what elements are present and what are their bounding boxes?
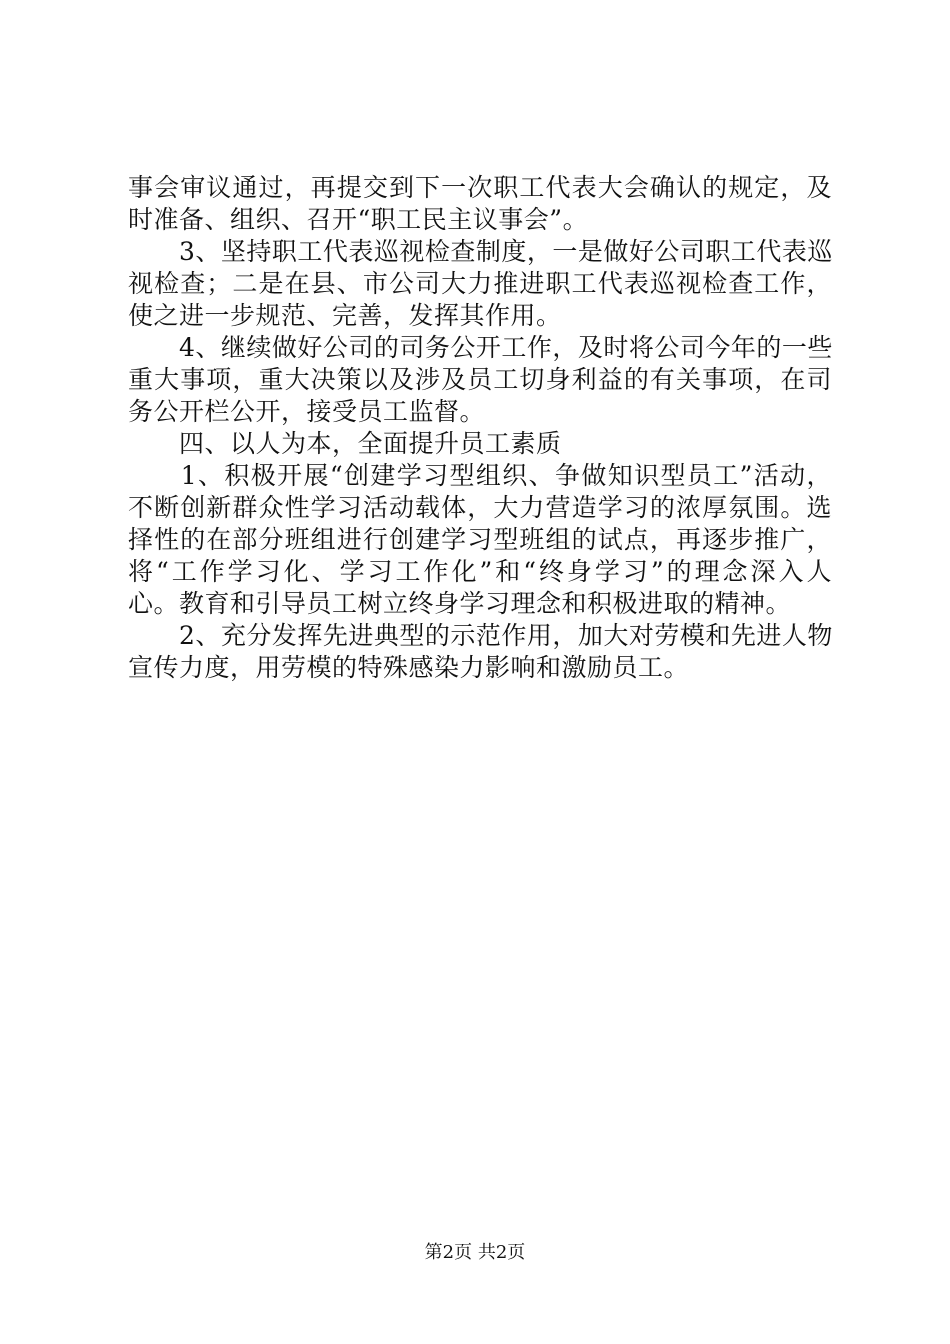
section-heading: 四、以人为本，全面提升员工素质 — [128, 429, 562, 458]
text-line: 1、积极开展“创建学习型组织、争做知识型员工”活动， — [128, 461, 832, 490]
text-line: 3、坚持职工代表巡视检查制度，一是做好公司职工代表巡 — [128, 237, 833, 266]
text-line: 择性的在部分班组进行创建学习型班组的试点，再逐步推广， — [128, 525, 832, 554]
page-number-footer: 第2页 共2页 — [424, 1242, 526, 1263]
text-line: 重大事项，重大决策以及涉及员工切身利益的有关事项，在司 — [128, 365, 832, 394]
document-body — [128, 172, 832, 684]
text-line: 事会审议通过，再提交到下一次职工代表大会确认的规定，及 — [128, 173, 832, 202]
text-line: 将“工作学习化、学习工作化”和“终身学习”的理念深入人 — [128, 557, 832, 586]
text-line: 使之进一步规范、完善，发挥其作用。 — [128, 301, 562, 330]
text-line: 不断创新群众性学习活动载体，大力营造学习的浓厚氛围。选 — [128, 493, 832, 522]
text-line: 心。教育和引导员工树立终身学习理念和积极进取的精神。 — [128, 589, 792, 618]
text-line: 务公开栏公开，接受员工监督。 — [128, 397, 486, 426]
text-line: 2、充分发挥先进典型的示范作用，加大对劳模和先进人物 — [128, 621, 833, 650]
text-line: 视检查；二是在县、市公司大力推进职工代表巡视检查工作， — [128, 269, 832, 298]
text-line: 4、继续做好公司的司务公开工作，及时将公司今年的一些 — [128, 333, 833, 362]
text-line: 时准备、组织、召开“职工民主议事会”。 — [128, 205, 589, 234]
text-line: 宣传力度，用劳模的特殊感染力影响和激励员工。 — [128, 653, 690, 682]
